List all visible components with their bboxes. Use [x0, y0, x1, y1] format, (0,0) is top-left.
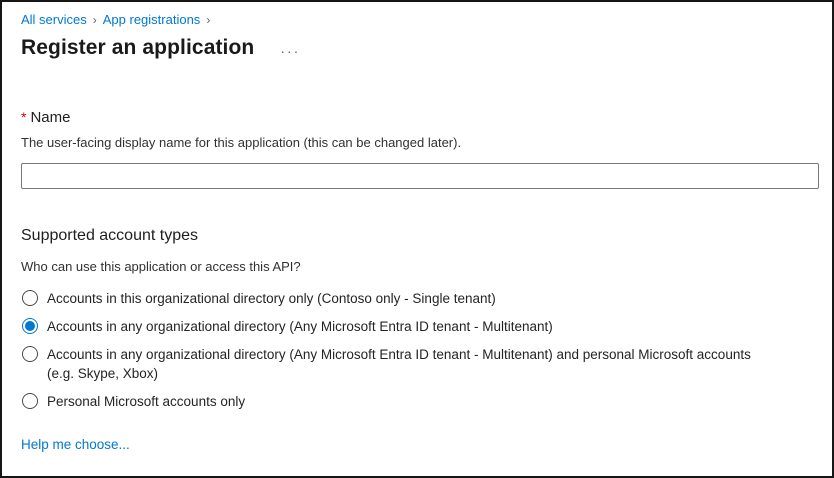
radio-option-label: Accounts in any organizational directory (Any Microsoft Entra ID tenant - Multitenant) — [47, 319, 553, 334]
radio-button-icon[interactable] — [22, 290, 38, 306]
chevron-right-icon: › — [206, 12, 211, 27]
radio-option-personal-only[interactable] — [21, 392, 761, 411]
radio-option-label: Accounts in this organizational directory only (Contoso only - Single tenant) — [47, 291, 496, 306]
breadcrumb-link-all-services[interactable]: All services — [21, 12, 87, 27]
name-field-label — [21, 109, 819, 126]
chevron-right-icon: › — [92, 12, 97, 27]
page-title: Register an application — [21, 36, 255, 59]
more-options-icon[interactable]: ··· — [280, 43, 301, 59]
radio-option-single-tenant[interactable] — [21, 289, 761, 308]
name-input[interactable] — [21, 163, 819, 189]
name-label-text: Name — [30, 109, 71, 126]
required-asterisk: * — [21, 109, 27, 125]
radio-option-multitenant[interactable] — [21, 317, 761, 336]
supported-account-types-heading: Supported account types — [21, 227, 199, 244]
radio-button-icon[interactable] — [22, 393, 38, 409]
radio-button-icon[interactable] — [22, 346, 38, 362]
account-types-radio-group — [21, 289, 819, 411]
radio-option-label: Accounts in any organizational directory (Any Microsoft Entra ID tenant - Multitenant) and personal Microsoft accounts (e.g. Skype, Xbox) — [47, 347, 751, 381]
help-me-choose-link[interactable]: Help me choose... — [21, 437, 130, 452]
radio-option-multitenant-personal[interactable] — [21, 345, 761, 383]
account-types-question: Who can use this application or access this API? — [21, 259, 301, 274]
breadcrumb-link-app-registrations[interactable]: App registrations — [102, 12, 201, 27]
radio-option-label: Personal Microsoft accounts only — [47, 394, 246, 409]
page-header — [21, 36, 819, 60]
radio-button-icon[interactable] — [22, 318, 38, 334]
name-helper-text: The user-facing display name for this application (this can be changed later). — [21, 135, 462, 150]
breadcrumb — [21, 10, 819, 27]
